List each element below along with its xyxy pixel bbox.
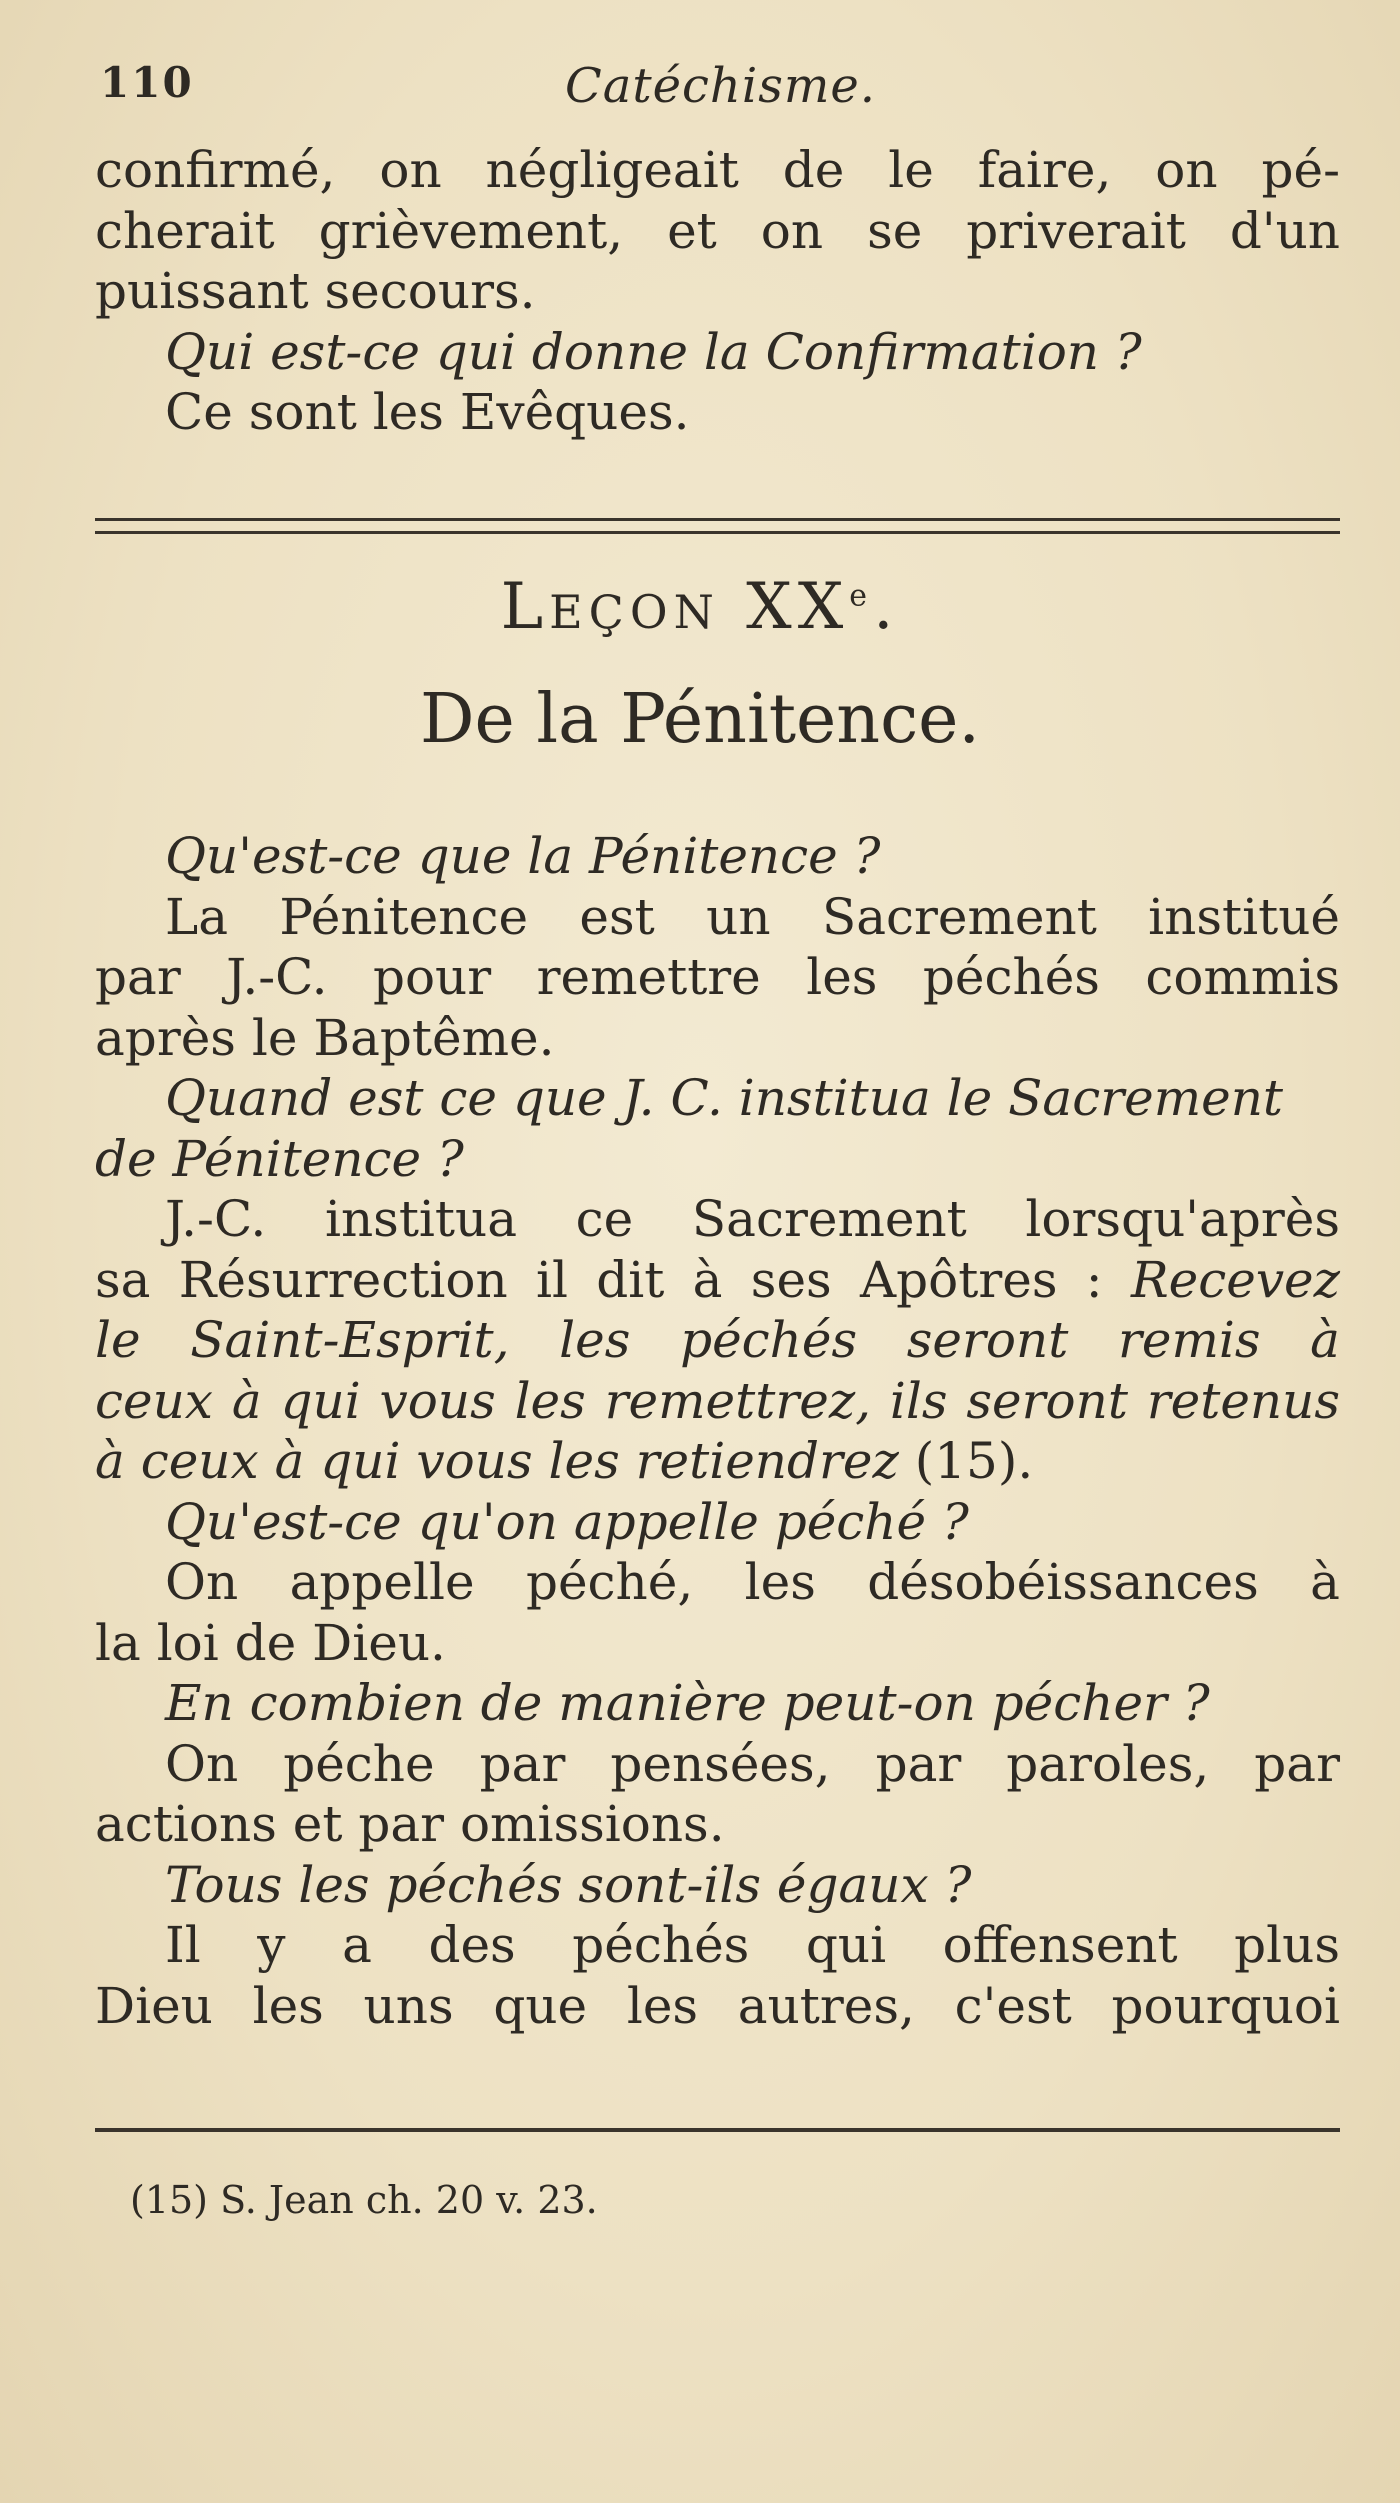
text-line: la loi de Dieu. bbox=[95, 1613, 446, 1672]
page-header bbox=[95, 40, 1345, 120]
body-text-block bbox=[95, 826, 1340, 2036]
footnote: (15) S. Jean ch. 20 v. 23. bbox=[130, 2178, 598, 2222]
text-line: actions et par omissions. bbox=[95, 1795, 725, 1853]
text-line: Quand est ce que J. C. institua le Sacrement bbox=[165, 1069, 1283, 1127]
running-title: Catéchisme. bbox=[565, 58, 876, 114]
text-line: Tous les péchés sont-ils égaux ? bbox=[165, 1855, 972, 1914]
text-line: ceux à qui vous les remettrez, ils seront retenus bbox=[95, 1371, 1340, 1430]
text-line: à ceux à qui vous les retiendrez (15). bbox=[95, 1432, 1034, 1490]
section-divider bbox=[95, 518, 1340, 534]
text-line: J.-C. institua ce Sacrement lorsqu'après bbox=[165, 1190, 1340, 1248]
text-line: Qu'est-ce qu'on appelle péché ? bbox=[165, 1492, 969, 1551]
top-text-block bbox=[95, 140, 1340, 443]
text-line: de Pénitence ? bbox=[95, 1129, 464, 1188]
text-line: La Pénitence est un Sacrement institué bbox=[165, 887, 1340, 946]
text-line: puissant secours. bbox=[95, 262, 536, 320]
lesson-subtitle: De la Pénitence. bbox=[419, 680, 981, 759]
text-line: cherait grièvement, et on se priverait d'un bbox=[95, 201, 1340, 260]
text-line: En combien de manière peut-on pécher ? bbox=[165, 1674, 1210, 1732]
footnote-rule bbox=[95, 2128, 1340, 2132]
text-line: le Saint-Esprit, les péchés seront remis à bbox=[95, 1311, 1340, 1369]
text-line: On appelle péché, les désobéissances à bbox=[165, 1553, 1340, 1611]
text-line: Qui est-ce qui donne la Confirmation ? bbox=[165, 322, 1142, 381]
text-line: après le Baptême. bbox=[95, 1008, 555, 1067]
text-line: par J.-C. pour remettre les péchés commis bbox=[95, 948, 1340, 1006]
text-line: On péche par pensées, par paroles, par bbox=[165, 1734, 1340, 1793]
lesson-title: LEÇON XXe. bbox=[500, 570, 900, 644]
text-line: Qu'est-ce que la Pénitence ? bbox=[165, 827, 881, 885]
page-number: 110 bbox=[100, 58, 194, 107]
text-line: sa Résurrection il dit à ses Apôtres : Recevez bbox=[95, 1250, 1340, 1309]
text-line: Ce sont les Evêques. bbox=[165, 383, 690, 441]
text-line: confirmé, on négligeait de le faire, on pé- bbox=[95, 141, 1340, 199]
text-line: Dieu les uns que les autres, c'est pourquoi bbox=[95, 1976, 1340, 2035]
text-line: Il y a des péchés qui offensent plus bbox=[165, 1916, 1340, 1974]
